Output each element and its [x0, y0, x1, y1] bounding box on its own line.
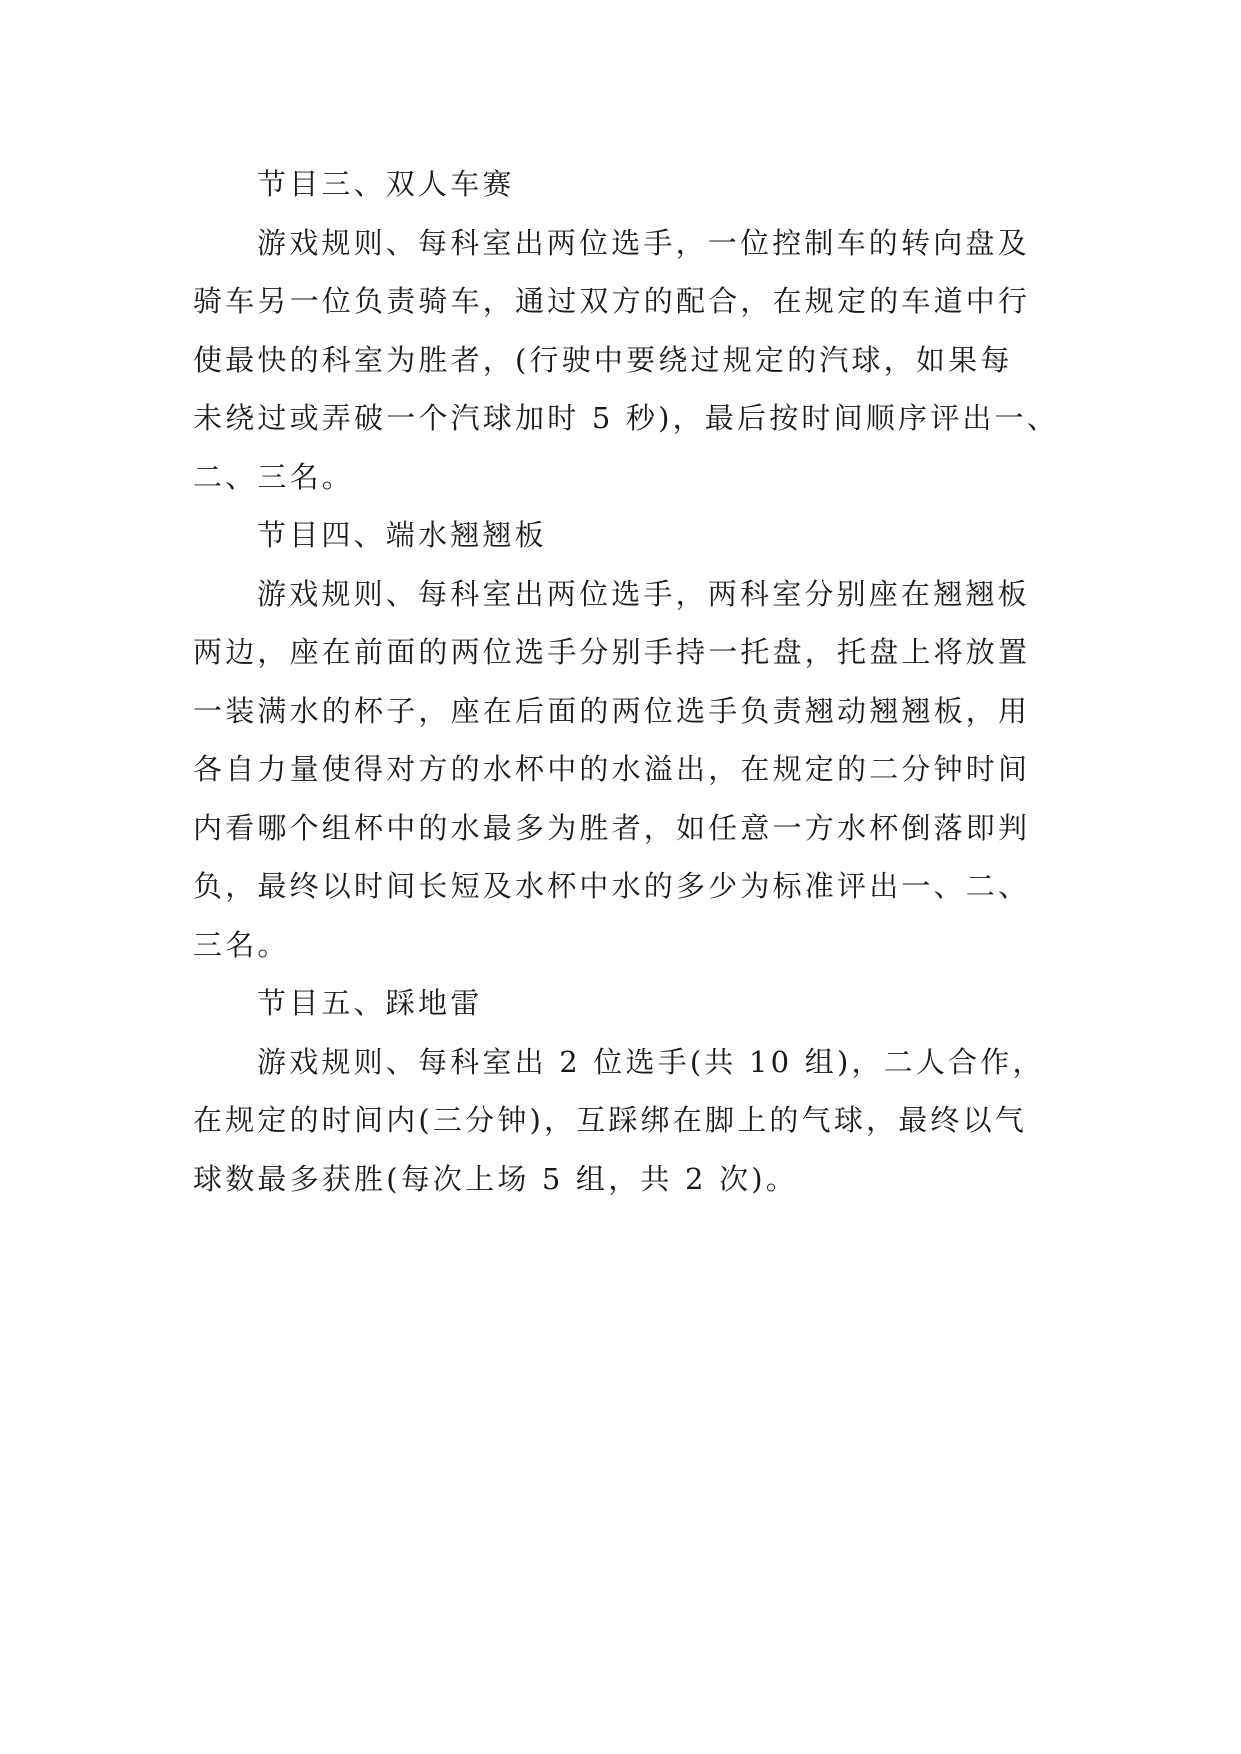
section-heading-5: 节目五、踩地雷	[257, 986, 483, 1020]
paragraph-line: 各自力量使得对方的水杯中的水溢出，在规定的二分钟时间	[193, 752, 1031, 786]
paragraph-line: 球数最多获胜(每次上场 5 组，共 2 次)。	[193, 1161, 799, 1196]
section-heading-3: 节目三、双人车赛	[257, 167, 515, 201]
paragraph-line: 二、三名。	[193, 459, 355, 494]
paragraph-line: 游戏规则、每科室出 2 位选手(共 10 组)，二人合作，	[257, 1044, 1045, 1079]
paragraph-line: 负，最终以时间长短及水杯中水的多少为标准评出一、二、	[193, 869, 1031, 903]
paragraph-line: 游戏规则、每科室出两位选手，两科室分别座在翘翘板	[257, 576, 1030, 611]
paragraph-line: 骑车另一位负责骑车，通过双方的配合，在规定的车道中行	[193, 284, 1031, 318]
paragraph-line: 三名。	[193, 927, 290, 962]
section-heading-4: 节目四、端水翘翘板	[257, 518, 547, 552]
paragraph-line: 未绕过或弄破一个汽球加时 5 秒)，最后按时间顺序评出一、	[193, 401, 1060, 435]
paragraph-line: 一装满水的杯子，座在后面的两位选手负责翘动翘翘板，用	[193, 693, 1031, 728]
paragraph-line: 在规定的时间内(三分钟)，互踩绑在脚上的气球，最终以气	[193, 1103, 1028, 1137]
paragraph-line: 游戏规则、每科室出两位选手，一位控制车的转向盘及	[257, 225, 1030, 260]
paragraph-line: 两边，座在前面的两位选手分别手持一托盘，托盘上将放置	[193, 635, 1031, 669]
paragraph-line: 使最快的科室为胜者，(行驶中要绕过规定的汽球，如果每	[193, 342, 1013, 377]
paragraph-line: 内看哪个组杯中的水最多为胜者，如任意一方水杯倒落即判	[193, 810, 1031, 845]
document-body	[193, 155, 1073, 1208]
